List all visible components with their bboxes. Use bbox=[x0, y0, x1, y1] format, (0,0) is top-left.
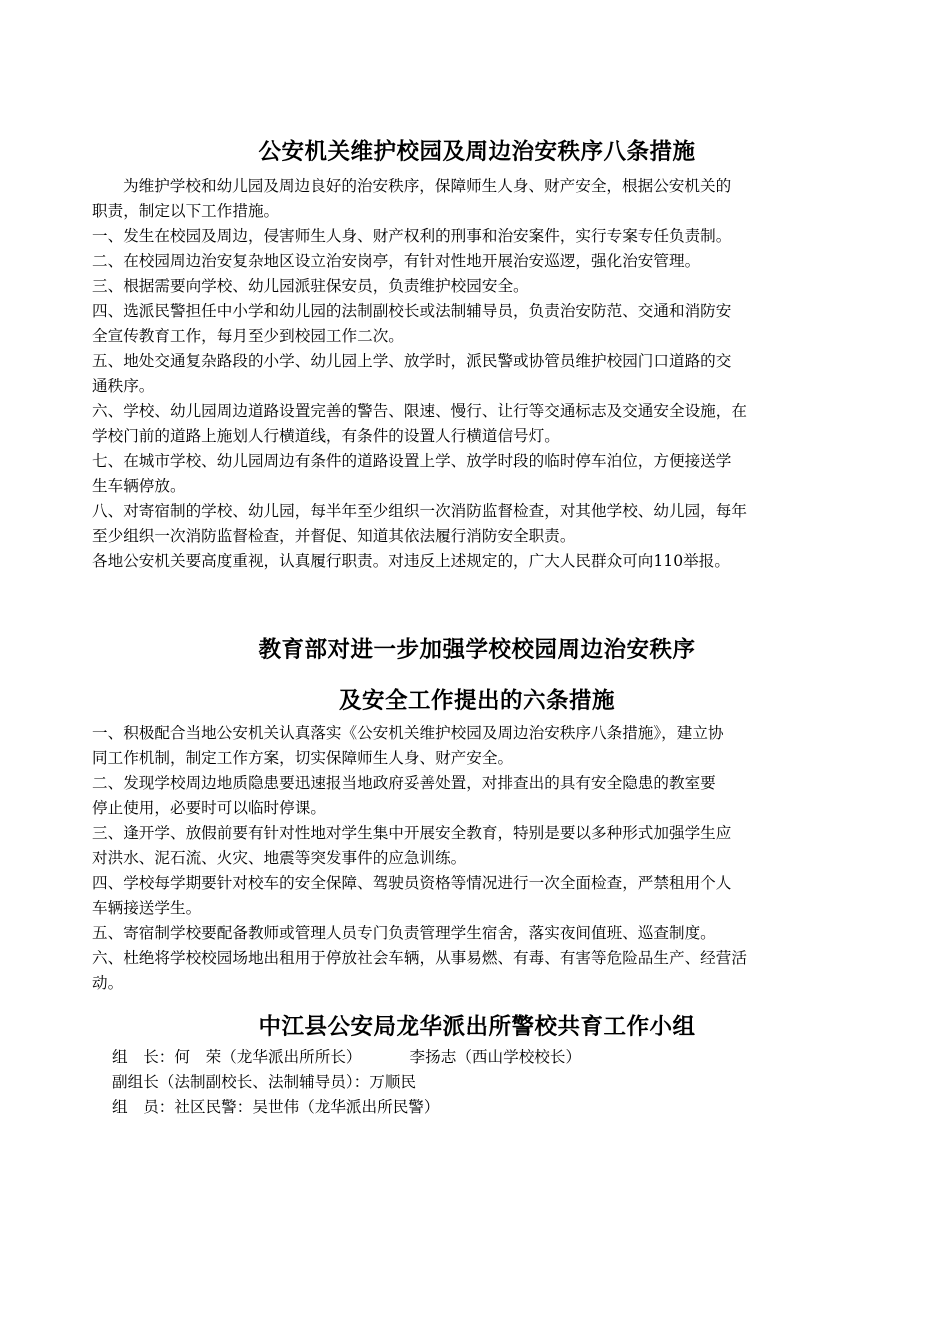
section2-item-4 bbox=[92, 871, 862, 921]
item-text: 二、发现学校周边地质隐患要迅速报当地政府妥善处置，对排查出的具有安全隐患的教室要 bbox=[92, 774, 716, 792]
item-text-cont: 动。 bbox=[92, 974, 124, 992]
section1-item-2 bbox=[92, 249, 862, 274]
section1-body bbox=[92, 174, 862, 574]
section2-title-line1: 教育部对进一步加强学校校园周边治安秩序 bbox=[258, 637, 696, 663]
item-text-cont: 停止使用，必要时可以临时停课。 bbox=[92, 799, 326, 817]
item-text: 一、积极配合当地公安机关认真落实《公安机关维护校园及周边治安秩序八条措施》，建立协 bbox=[92, 724, 724, 742]
leader-2: 李扬志（西山学校校长） bbox=[409, 1048, 582, 1066]
item-text: 六、学校、幼儿园周边道路设置完善的警告、限速、慢行、让行等交通标志及交通安全设施，在 bbox=[92, 402, 747, 420]
section2-item-3 bbox=[92, 821, 862, 871]
section1-intro-line2: 职责，制定以下工作措施。 bbox=[92, 202, 280, 220]
section3-title: 中江县公安局龙华派出所警校共育工作小组 bbox=[258, 1014, 696, 1040]
item-text: 四、学校每学期要针对校车的安全保障、驾驶员资格等情况进行一次全面检查，严禁租用个人 bbox=[92, 874, 732, 892]
item-text: 七、在城市学校、幼儿园周边有条件的道路设置上学、放学时段的临时停车泊位，方便接送学 bbox=[92, 452, 732, 470]
section2-title-line2: 及安全工作提出的六条措施 bbox=[338, 688, 615, 714]
section1-item-3 bbox=[92, 274, 862, 299]
item-text: 一、发生在校园及周边，侵害师生人身、财产权利的刑事和治安案件，实行专案专任负责制。 bbox=[92, 227, 732, 245]
item-text-cont: 学校门前的道路上施划人行横道线，有条件的设置人行横道信号灯。 bbox=[92, 427, 560, 445]
item-text: 三、逢开学、放假前要有针对性地对学生集中开展安全教育，特别是要以多种形式加强学生应 bbox=[92, 824, 732, 842]
item-text: 六、杜绝将学校校园场地出租用于停放社会车辆，从事易燃、有毒、有害等危险品生产、经营活 bbox=[92, 949, 747, 967]
item-text: 四、选派民警担任中小学和幼儿园的法制副校长或法制辅导员，负责治安防范、交通和消防安 bbox=[92, 302, 732, 320]
section1-item-5 bbox=[92, 349, 862, 399]
item-text-cont: 同工作机制，制定工作方案，切实保障师生人身、财产安全。 bbox=[92, 749, 514, 767]
team-member: 组 员：社区民警：吴世伟（龙华派出所民警） bbox=[112, 1098, 440, 1116]
item-text-cont: 全宣传教育工作，每月至少到校园工作二次。 bbox=[92, 327, 404, 345]
item-text: 三、根据需要向学校、幼儿园派驻保安员，负责维护校园安全。 bbox=[92, 277, 529, 295]
section1-item-7 bbox=[92, 449, 862, 499]
section1-intro-line1: 为维护学校和幼儿园及周边良好的治安秩序，保障师生人身、财产安全，根据公安机关的 bbox=[123, 177, 732, 195]
item-text: 八、对寄宿制的学校、幼儿园，每半年至少组织一次消防监督检查，对其他学校、幼儿园，每年 bbox=[92, 502, 747, 520]
item-text-cont: 生车辆停放。 bbox=[92, 477, 186, 495]
section2-body bbox=[92, 721, 862, 996]
item-text: 二、在校园周边治安复杂地区设立治安岗亭，有针对性地开展治安巡逻，强化治安管理。 bbox=[92, 252, 701, 270]
item-text-cont: 通秩序。 bbox=[92, 377, 155, 395]
section3-body bbox=[92, 1045, 862, 1120]
item-text-cont: 对洪水、泥石流、火灾、地震等突发事件的应急训练。 bbox=[92, 849, 467, 867]
team-deputy: 副组长（法制副校长、法制辅导员）：万顺民 bbox=[112, 1073, 417, 1091]
section1-item-1 bbox=[92, 224, 862, 249]
item-text-cont: 车辆接送学生。 bbox=[92, 899, 202, 917]
section2-item-2 bbox=[92, 771, 862, 821]
team-leaders bbox=[92, 1045, 862, 1070]
item-text: 五、地处交通复杂路段的小学、幼儿园上学、放学时，派民警或协管员维护校园门口道路的交 bbox=[92, 352, 732, 370]
item-text: 五、寄宿制学校要配备教师或管理人员专门负责管理学生宿舍，落实夜间值班、巡查制度。 bbox=[92, 924, 716, 942]
section2-item-5 bbox=[92, 921, 862, 946]
item-text-cont: 至少组织一次消防监督检查，并督促、知道其依法履行消防安全职责。 bbox=[92, 527, 576, 545]
leader-label: 组 长： bbox=[112, 1048, 175, 1066]
leader-1: 何 荣（龙华派出所所长） bbox=[174, 1048, 362, 1066]
section2-item-1 bbox=[92, 721, 862, 771]
section1-title: 公安机关维护校园及周边治安秩序八条措施 bbox=[258, 139, 696, 165]
section1-item-4 bbox=[92, 299, 862, 349]
section1-closing: 各地公安机关要高度重视，认真履行职责。对违反上述规定的，广大人民群众可向110举报。 bbox=[92, 552, 730, 570]
section2-item-6 bbox=[92, 946, 862, 996]
section1-item-8 bbox=[92, 499, 862, 549]
section1-item-6 bbox=[92, 399, 862, 449]
